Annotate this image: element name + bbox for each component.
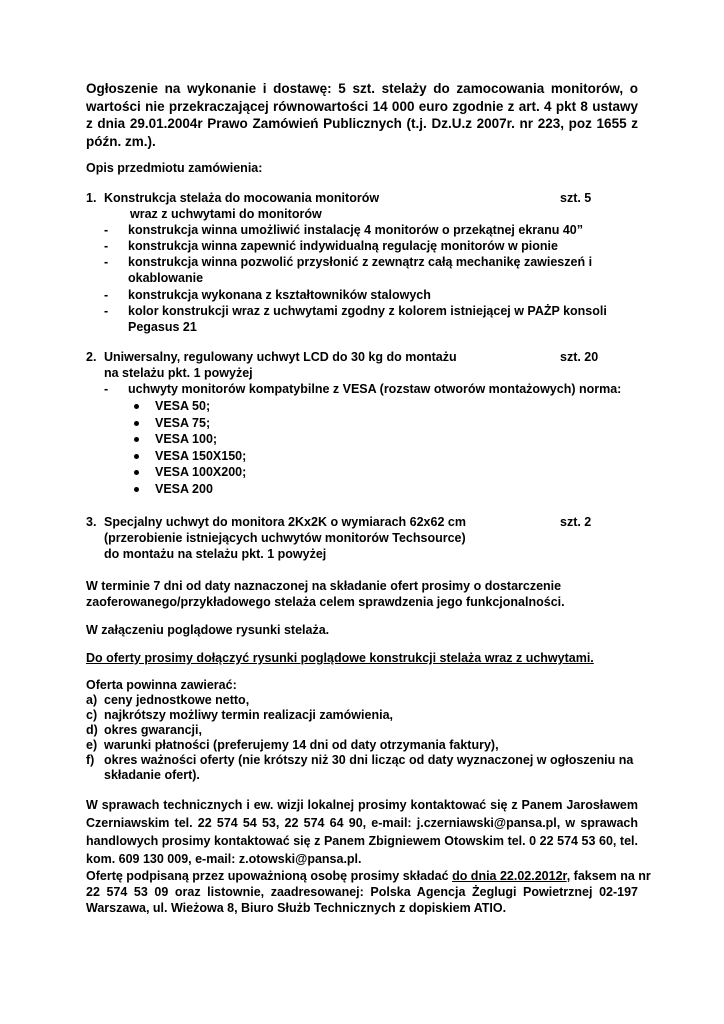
dash-bullet: - (104, 288, 109, 302)
dash-bullet: - (104, 239, 109, 253)
offer-item-letter: f) (86, 753, 95, 767)
item-3-name: Specjalny uchwyt do monitora 2Kx2K o wymiarach 62x62 cm (104, 515, 466, 529)
deadline-paragraph: W terminie 7 dni od daty naznaczonej na składanie ofert prosimy o dostarczenie (86, 579, 562, 593)
offer-item: okres gwarancji, (104, 723, 202, 737)
contact-paragraph: Czerniawskim tel. 22 574 54 53, 22 574 64 90, e-mail: j.czerniawski@pansa.pl, w sprawach (86, 816, 638, 830)
contact-paragraph: W sprawach technicznych i ew. wizji lokalnej prosimy kontaktować się z Panem Jarosławem (86, 798, 638, 812)
submission-paragraph: 22 574 53 09 oraz listownie, zaadresowanej: Polska Agencja Żeglugi Powietrznej 02-197 (86, 885, 638, 899)
item-3-subtitle: do montażu na stelażu pkt. 1 powyżej (104, 547, 327, 561)
submission-text: , faksem na nr (566, 869, 651, 883)
contact-paragraph: handlowych prosimy kontaktować się z Panem Zbigniewem Otowskim tel. 0 22 574 53 60, tel. (86, 834, 638, 848)
offer-item-letter: e) (86, 738, 98, 752)
item-1-requirement: kolor konstrukcji wraz z uchwytami zgodny z kolorem istniejącej w PAŻP konsoli (128, 304, 607, 318)
submission-paragraph: Warszawa, ul. Wieżowa 8, Biuro Służb Technicznych z dopiskiem ATIO. (86, 901, 507, 915)
dash-bullet: - (104, 223, 109, 237)
offer-item-letter: a) (86, 693, 98, 707)
description-heading: Opis przedmiotu zamówienia: (86, 161, 263, 175)
submission-text: Ofertę podpisaną przez upoważnioną osobę prosimy składać (86, 869, 453, 883)
item-2-quantity: szt. 20 (560, 350, 599, 364)
item-1-requirement-cont: Pegasus 21 (128, 320, 197, 334)
item-3-subtitle: (przerobienie istniejących uchwytów monitorów Techsource) (104, 531, 466, 545)
offer-item: najkrótszy możliwy termin realizacji zamówienia, (104, 708, 393, 722)
deadline-paragraph: zaoferowanego/przykładowego stelaża celem sprawdzenia jego funkcjonalności. (86, 595, 565, 609)
bullet-dot (134, 454, 139, 459)
vesa-standard: VESA 100X200; (155, 465, 247, 479)
item-2-name: Uniwersalny, regulowany uchwyt LCD do 30 kg do montażu (104, 350, 457, 364)
offer-item-letter: c) (86, 708, 98, 722)
bullet-dot (134, 404, 139, 409)
attachment-note: W załączeniu poglądowe rysunki stelaża. (86, 623, 330, 637)
item-1-requirement: konstrukcja wykonana z kształtowników stalowych (128, 288, 431, 302)
offer-item: ceny jednostkowe netto, (104, 693, 250, 707)
dash-bullet: - (104, 382, 109, 396)
underlined-note: Do oferty prosimy dołączyć rysunki poglądowe konstrukcji stelaża wraz z uchwytami. (86, 651, 594, 665)
item-1-subtitle: wraz z uchwytami do monitorów (130, 207, 322, 221)
item-2-requirement: uchwyty monitorów kompatybilne z VESA (rozstaw otworów montażowych) norma: (128, 382, 622, 396)
deadline-date: do dnia 22.02.2012r (452, 869, 567, 883)
item-2-subtitle: na stelażu pkt. 1 powyżej (104, 366, 253, 380)
item-1-quantity: szt. 5 (560, 191, 592, 205)
item-3-quantity: szt. 2 (560, 515, 592, 529)
vesa-standard: VESA 75; (155, 416, 211, 430)
vesa-standard: VESA 150X150; (155, 449, 247, 463)
dash-bullet: - (104, 255, 109, 269)
offer-item-cont: składanie ofert). (104, 768, 200, 782)
bullet-dot (134, 421, 139, 426)
item-1-number: 1. (86, 191, 97, 205)
vesa-standard: VESA 100; (155, 432, 218, 446)
item-1-requirement: konstrukcja winna zapewnić indywidualną regulację monitorów w pionie (128, 239, 558, 253)
bullet-dot (134, 470, 139, 475)
vesa-standard: VESA 200 (155, 482, 213, 496)
contact-paragraph: kom. 609 130 009, e-mail: z.otowski@pansa.pl. (86, 852, 362, 866)
offer-item: warunki płatności (preferujemy 14 dni od daty otrzymania faktury), (104, 738, 499, 752)
item-2-number: 2. (86, 350, 97, 364)
announcement-title: Ogłoszenie na wykonanie i dostawę: 5 szt. stelaży do zamocowania monitorów, o wartości nie przekraczającej równowartości 14 000 euro zgodnie z art. 4 pkt 8 ustawy z dnia 29.01.2004r Prawo Zamówień Publicznych (t.j. Dz.U.z 2007r. nr 223, poz 1655 z późn. zm.). (86, 81, 638, 149)
bullet-dot (134, 437, 139, 442)
offer-item-letter: d) (86, 723, 98, 737)
offer-item: okres ważności oferty (nie krótszy niż 30 dni licząc od daty wyznaczonej w ogłoszeniu na (104, 753, 634, 767)
item-1-requirement: konstrukcja winna pozwolić przysłonić z zewnątrz całą mechanikę zawieszeń i (128, 255, 593, 269)
item-1-name: Konstrukcja stelaża do mocowania monitorów (104, 191, 380, 205)
dash-bullet: - (104, 304, 109, 318)
bullet-dot (134, 487, 139, 492)
item-3-number: 3. (86, 515, 97, 529)
item-1-requirement: konstrukcja winna umożliwić instalację 4 monitorów o przekątnej ekranu 40” (128, 223, 583, 237)
offer-heading: Oferta powinna zawierać: (86, 678, 237, 692)
vesa-standard: VESA 50; (155, 399, 211, 413)
submission-paragraph (86, 868, 651, 884)
item-1-requirement-cont: okablowanie (128, 271, 204, 285)
